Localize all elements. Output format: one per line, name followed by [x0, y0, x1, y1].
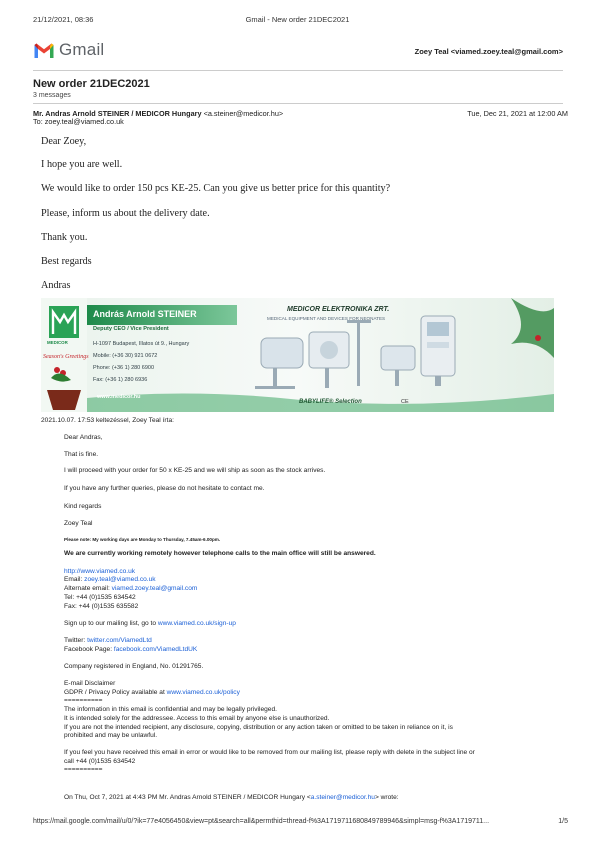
quoted-line: Zoey Teal	[64, 520, 93, 527]
disclaimer-line: prohibited and may be unlawful.	[64, 732, 158, 739]
facebook-link[interactable]: facebook.com/ViamedLtdUK	[113, 646, 198, 653]
quoted-line: I will proceed with your order for 50 x KE-25 and we will ship as soon as the stock arrives.	[64, 467, 326, 474]
signature-tagline: MEDICAL EQUIPMENT AND DEVICES FOR NEONATES	[267, 316, 386, 321]
signature-product-line: BABYLIFE® Selection	[299, 399, 362, 405]
signature-fax: Fax: (+36 1) 280 6936	[93, 377, 148, 383]
gdpr-line	[64, 689, 240, 696]
twitter-link[interactable]: twitter.com/ViamedLtd	[87, 637, 152, 644]
recipient-line: To: zoey.teal@viamed.co.uk	[33, 117, 124, 126]
thread-subject: New order 21DEC2021	[33, 78, 150, 90]
separator: ==========	[64, 697, 103, 704]
gmail-logo[interactable]	[33, 40, 104, 60]
quoted-line: That is fine.	[64, 451, 99, 458]
signature-phone: Phone: (+36 1) 280 6900	[93, 365, 155, 371]
gdpr-link[interactable]: www.viamed.co.uk/policy	[166, 689, 240, 696]
disclaimer-title: E-mail Disclaimer	[64, 680, 116, 687]
body-line: Best regards	[41, 256, 92, 267]
disclaimer-line: call +44 (0)1535 634542	[64, 758, 136, 765]
sender-email: <a.steiner@medicor.hu>	[203, 109, 284, 118]
signature-mobile: Mobile: (+36 30) 921 0672	[93, 353, 158, 359]
signature-address: H-1097 Budapest, Illatos út 9., Hungary	[93, 341, 190, 347]
separator: ==========	[64, 766, 103, 773]
disclaimer-line: It is intended solely for the addressee. Access to this email by anyone else is unauthorized.	[64, 715, 330, 722]
facebook-label: Facebook Page:	[64, 646, 114, 653]
quoted-fax: Fax: +44 (0)1535 635582	[64, 603, 139, 610]
alt-email-link[interactable]: viamed.zoey.teal@gmail.com	[111, 585, 198, 592]
quoted-greeting: Dear Andras,	[64, 434, 103, 441]
divider	[33, 103, 563, 104]
quoted-intro: 2021.10.07. 17:53 keltezéssel, Zoey Teal írta:	[41, 417, 174, 424]
facebook-line	[64, 646, 197, 653]
attribution-end: > wrote:	[374, 794, 399, 801]
signature-logo-text: MEDICOR	[47, 340, 68, 345]
signature-name: András Arnold STEINER	[93, 309, 197, 319]
quoted-attribution	[64, 794, 399, 801]
body-line: We would like to order 150 pcs KE-25. Can you give us better price for this quantity?	[41, 183, 391, 194]
body-line: I hope you are well.	[41, 159, 123, 170]
quoted-remote: We are currently working remotely however telephone calls to the main office will still be answered.	[64, 550, 376, 557]
print-title: Gmail - New order 21DEC2021	[245, 15, 350, 24]
twitter-line	[64, 637, 152, 644]
footer-page: 1/5	[558, 818, 568, 825]
signup-link[interactable]: www.viamed.co.uk/sign-up	[157, 620, 236, 627]
signature-web[interactable]: www.medicor.hu	[97, 394, 141, 400]
signature-company: MEDICOR ELEKTRONIKA ZRT.	[287, 306, 390, 313]
quoted-tel: Tel: +44 (0)1535 634542	[64, 594, 136, 601]
alt-email-label: Alternate email:	[64, 585, 112, 592]
signature-banner	[41, 298, 554, 412]
account-email: Zoey Teal <viamed.zoey.teal@gmail.com>	[414, 47, 563, 56]
company-registered: Company registered in England, No. 01291765.	[64, 663, 204, 670]
disclaimer-line: The information in this email is confidential and may be legally privileged.	[64, 706, 277, 713]
quoted-hours: Please note: My working days are Monday to Thursday, 7.45am-6.00pm.	[64, 537, 221, 542]
quoted-line: If you have any further queries, please do not hesitate to contact me.	[64, 485, 265, 492]
footer-url: https://mail.google.com/mail/u/0/?ik=77e4056450&view=pt&search=all&permthid=thread-f%3A1719711680849789946&simpl=msg-f%3A1719711...	[33, 818, 490, 825]
message-count: 3 messages	[33, 92, 71, 99]
body-line: Please, inform us about the delivery date.	[41, 208, 210, 219]
signature-greeting: Season's Greetings	[43, 354, 89, 360]
attribution-text: On Thu, Oct 7, 2021 at 4:43 PM Mr. Andras Arnold STEINER / MEDICOR Hungary <	[64, 794, 311, 801]
viamed-url-link[interactable]: http://www.viamed.co.uk	[64, 568, 136, 575]
quoted-email-line	[64, 576, 156, 583]
gmail-wordmark: Gmail	[59, 40, 105, 59]
body-line: Andras	[41, 280, 71, 291]
body-greeting: Dear Zoey,	[41, 136, 87, 147]
sender-name: Mr. Andras Arnold STEINER / MEDICOR Hungary	[33, 109, 202, 118]
email-link[interactable]: zoey.teal@viamed.co.uk	[84, 576, 156, 583]
gmail-m-icon	[33, 42, 55, 59]
signup-line	[64, 620, 236, 627]
signup-text: Sign up to our mailing list, go to	[64, 620, 158, 627]
message-date: Tue, Dec 21, 2021 at 12:00 AM	[467, 109, 568, 118]
divider	[33, 70, 563, 71]
signature-ce-mark: CE	[401, 399, 409, 405]
quoted-line: Kind regards	[64, 503, 102, 510]
print-datetime: 21/12/2021, 08:36	[33, 15, 94, 24]
gdpr-text: GDPR / Privacy Policy available at	[64, 689, 167, 696]
attribution-email-link[interactable]: a.steiner@medicor.hu	[310, 794, 375, 801]
quoted-alt-email-line	[64, 585, 197, 592]
twitter-label: Twitter:	[64, 637, 88, 644]
disclaimer-line: If you feel you have received this email in error or would like to be removed from our mailing list, please reply with delete in the subject line or	[64, 749, 475, 756]
body-line: Thank you.	[41, 232, 88, 243]
signature-role: Deputy CEO / Vice President	[93, 326, 169, 332]
disclaimer-line: If you are not the intended recipient, any disclosure, copying, distribution or any action taken or omitted to be taken in reliance on it, is	[64, 724, 453, 731]
email-label: Email:	[64, 576, 85, 583]
